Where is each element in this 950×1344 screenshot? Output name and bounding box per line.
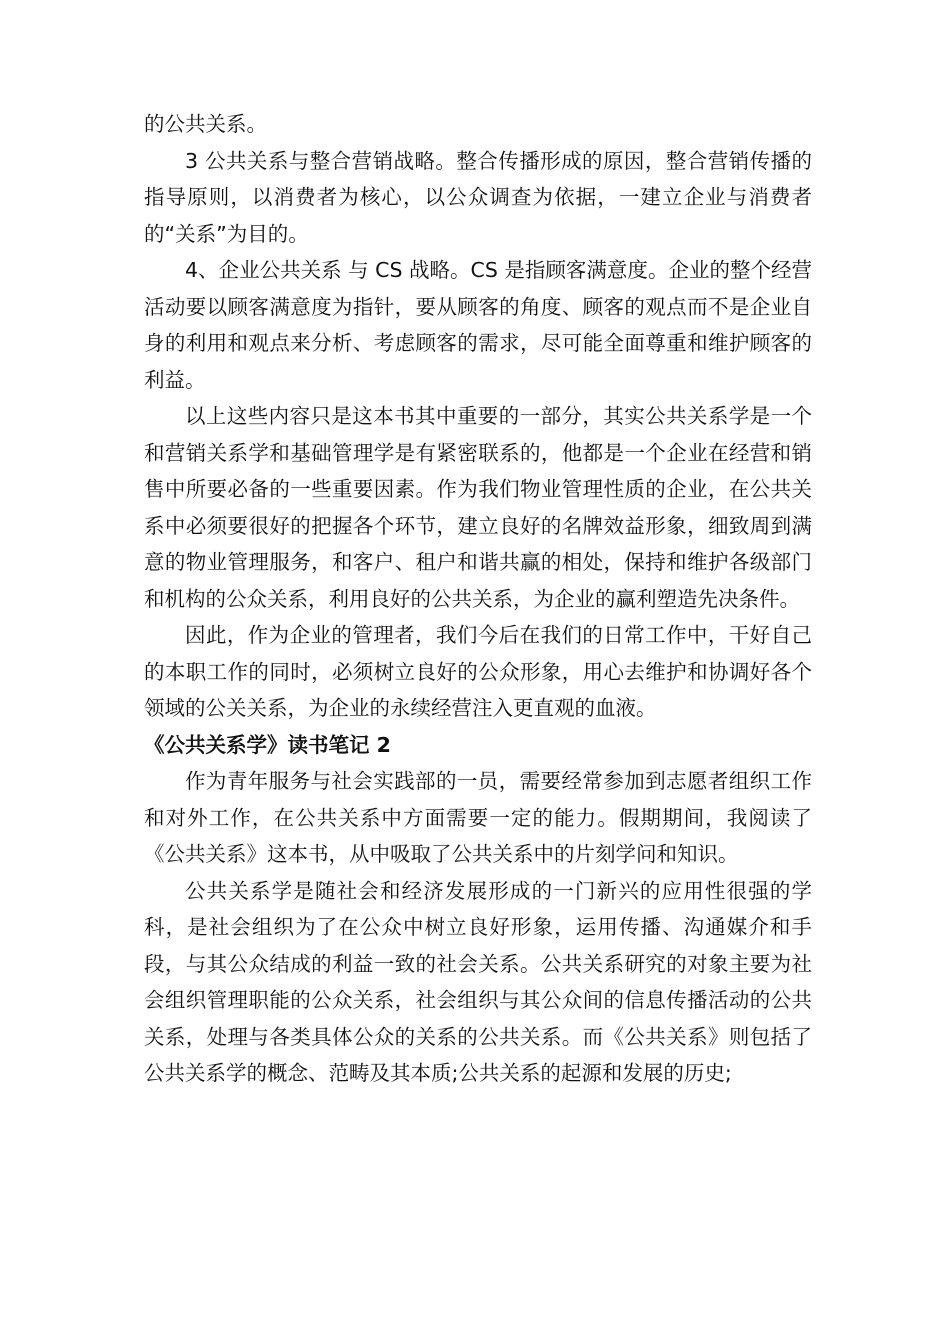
paragraph-intro: 作为青年服务与社会实践部的一员，需要经常参加到志愿者组织工作和对外工作，在公共关系中方面需要一定的能力。假期期间，我阅读了《公共关系》这本书，从中吸取了公共关系中的片刻学问和知识。 xyxy=(144,769,812,866)
document-body xyxy=(144,106,812,1092)
paragraph-definition: 公共关系学是随社会和经济发展形成的一门新兴的应用性很强的学科，是社会组织为了在公众中树立良好形象，运用传播、沟通媒介和手段，与其公众结成的利益一致的社会关系。公共关系研究的对象主要为社会组织管理职能的公众关系，社会组织与其公众间的信息传播活动的公共关系，处理与各类具体公众的关系的公共关系。而《公共关系》则包括了公共关系学的概念、范畴及其本质;公共关系的起源和发展的历史; xyxy=(144,878,812,1085)
paragraph-integrated-marketing: 3 公共关系与整合营销战略。整合传播形成的原因，整合营销传播的指导原则，以消费者为核心，以公众调查为依据，一建立企业与消费者的“关系”为目的。 xyxy=(144,148,812,246)
paragraph-summary: 以上这些内容只是这本书其中重要的一部分，其实公共关系学是一个和营销关系学和基础管理学是有紧密联系的，他都是一个企业在经营和销售中所要必备的一些重要因素。作为我们物业管理性质的企业，在公共关系中必须要很好的把握各个环节，建立良好的名牌效益形象，细致周到满意的物业管理服务，和客户、租户和谐共赢的相处，保持和维护各级部门和机构的公众关系，利用良好的公共关系，为企业的赢利塑造先决条件。 xyxy=(144,404,812,611)
paragraph-cs-strategy: 4、企业公共关系 与 CS 战略。CS 是指顾客满意度。企业的整个经营活动要以顾客满意度为指针，要从顾客的角度、顾客的观点而不是企业自身的利用和观点来分析、考虑顾客的需求，尽可能全面尊重和维护顾客的利益。 xyxy=(144,258,812,392)
section-title: 《公共关系学》读书笔记 2 xyxy=(144,732,391,757)
paragraph-continuation: 的公共关系。 xyxy=(144,112,267,136)
paragraph-conclusion: 因此，作为企业的管理者，我们今后在我们的日常工作中，干好自己的本职工作的同时，必须树立良好的公众形象，用心去维护和协调好各个领域的公关关系，为企业的永续经营注入更直观的血液。 xyxy=(144,623,812,720)
